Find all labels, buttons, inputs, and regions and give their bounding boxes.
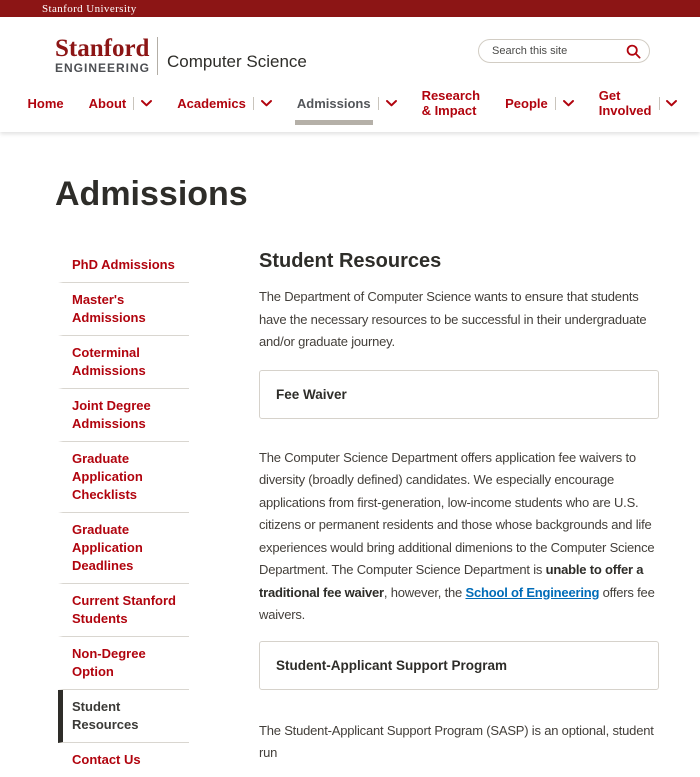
nav-item-about [89, 88, 153, 118]
logo-divider [157, 37, 158, 75]
search-icon [626, 44, 641, 59]
nav-item-admissions [297, 88, 397, 118]
chevron-down-icon [563, 100, 574, 107]
fee-paragraph-part1: The Computer Science Department offers application fee waivers to diversity (broadly defined) candidates. We especially encourage applications from first-generation, low-income students who are U.S. citizens or permanent residents and those whose backgrounds and life experiences would bring additional dimenions to the Computer Science Department. The Computer Science Department is [259, 449, 655, 577]
chevron-down-icon [386, 100, 397, 107]
nav-link-about[interactable]: About [88, 95, 127, 111]
fee-paragraph-bold: unable to offer a traditional fee waiver [259, 562, 644, 600]
sasp-accordion-label: Student-Applicant Support Program [276, 657, 507, 673]
search-button[interactable] [626, 44, 641, 59]
nav-item-people [505, 88, 574, 118]
site-search [478, 39, 650, 63]
sasp-accordion[interactable] [259, 641, 659, 690]
nav-divider [133, 97, 134, 110]
nav-link-people[interactable]: People [505, 95, 548, 111]
nav-divider [659, 97, 660, 110]
nav-link-home[interactable]: Home [27, 95, 64, 111]
fee-waiver-paragraph [259, 447, 659, 627]
sidebar-item-graduate-application-deadlines[interactable]: Graduate Application Deadlines [58, 513, 189, 584]
fee-paragraph-part2: , however, the [383, 584, 466, 600]
sidebar-item-masters-admissions[interactable]: Master's Admissions [58, 283, 189, 336]
people-dropdown-toggle[interactable] [563, 100, 574, 107]
main-nav [27, 88, 652, 132]
sidebar-item-joint-degree-admissions[interactable]: Joint Degree Admissions [58, 389, 189, 442]
fee-paragraph-part3: offers fee waivers. [259, 584, 655, 622]
chevron-down-icon [141, 100, 152, 107]
main-content [259, 248, 659, 765]
academics-dropdown-toggle[interactable] [261, 100, 272, 107]
nav-divider [378, 97, 379, 110]
chevron-down-icon [261, 100, 272, 107]
nav-link-admissions[interactable]: Admissions [296, 95, 371, 111]
nav-link-research[interactable]: Research & Impact [421, 88, 481, 118]
sidebar-item-current-stanford-students[interactable]: Current Stanford Students [58, 584, 189, 637]
nav-item-research [422, 88, 481, 118]
sasp-paragraph: The Student-Applicant Support Program (SASP) is an optional, student run [259, 722, 654, 760]
about-dropdown-toggle[interactable] [141, 100, 152, 107]
nav-item-home [28, 88, 64, 118]
school-of-engineering-link[interactable]: School of Engineering [465, 584, 600, 600]
site-header [0, 17, 700, 132]
fee-waiver-accordion[interactable] [259, 370, 659, 419]
admissions-dropdown-toggle[interactable] [386, 100, 397, 107]
fee-waiver-accordion-label: Fee Waiver [276, 386, 347, 402]
page-title: Admissions [55, 175, 248, 213]
get-involved-dropdown-toggle[interactable] [666, 100, 677, 107]
sidebar-item-contact-us[interactable]: Contact Us [72, 752, 141, 767]
nav-divider [555, 97, 556, 110]
stanford-university-link[interactable]: Stanford University [42, 2, 137, 15]
intro-paragraph: The Department of Computer Science wants to ensure that students have the necessary resources to be successful in their undergraduate and/or graduate journey. [259, 289, 647, 349]
nav-link-get-involved[interactable]: Get Involved [598, 88, 652, 118]
university-topbar [0, 0, 700, 17]
search-input[interactable] [492, 45, 626, 57]
department-home-link[interactable]: Computer Science [167, 52, 307, 71]
page-main [0, 174, 700, 777]
stanford-wordmark: Stanford [55, 35, 150, 62]
section-heading: Student Resources [259, 250, 442, 272]
sidebar-item-coterminal-admissions[interactable]: Coterminal Admissions [58, 336, 189, 389]
engineering-logo[interactable] [55, 37, 150, 75]
sidebar-item-non-degree-option[interactable]: Non-Degree Option [58, 637, 189, 690]
chevron-down-icon [666, 100, 677, 107]
nav-item-get-involved [599, 88, 678, 118]
engineering-label: ENGINEERING [55, 61, 151, 75]
sidebar-item-graduate-application-checklists[interactable]: Graduate Application Checklists [58, 442, 189, 513]
sidebar-item-phd-admissions[interactable]: PhD Admissions [58, 248, 189, 283]
section-sidebar [58, 248, 189, 777]
nav-item-academics [177, 88, 272, 118]
nav-divider [253, 97, 254, 110]
nav-link-academics[interactable]: Academics [177, 95, 246, 111]
sidebar-item-student-resources[interactable]: Student Resources [58, 690, 189, 743]
